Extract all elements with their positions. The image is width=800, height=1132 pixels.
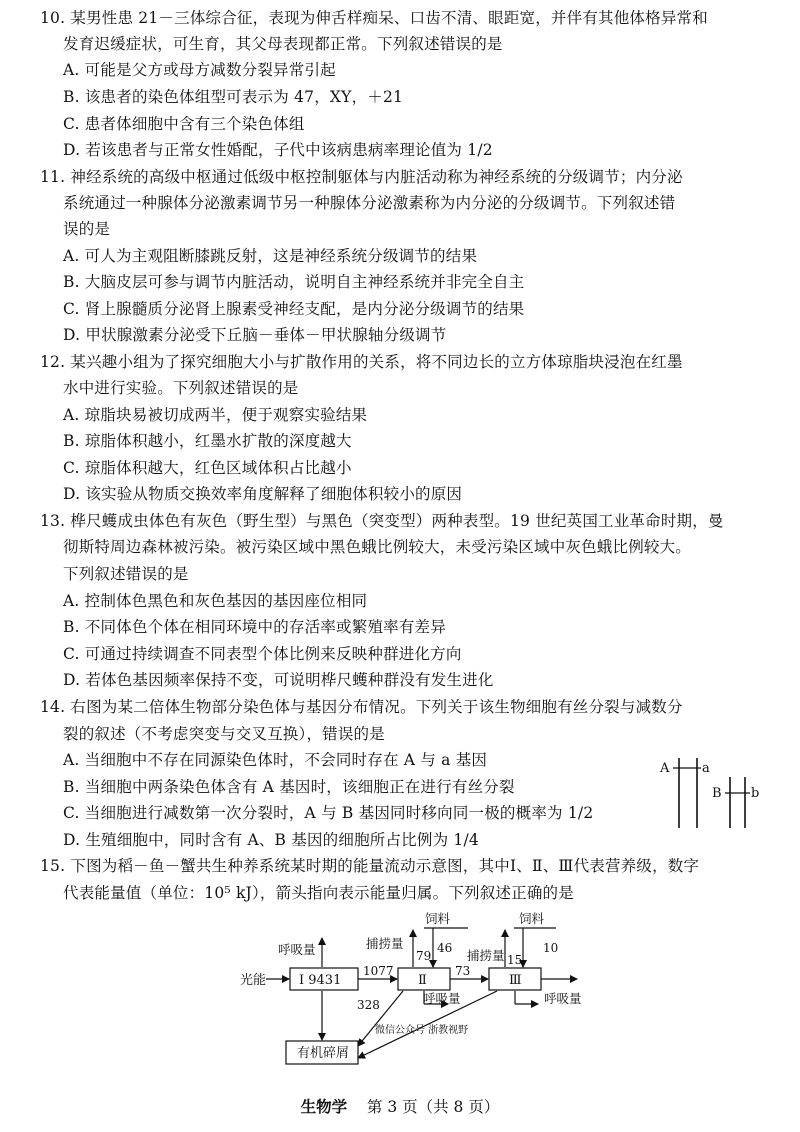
q10-stem-line-1: 10. 某男性患 21－三体综合征，表现为伸舌样痴呆、口齿不清、眼距宽，并伴有其他体格异常和 xyxy=(40,9,708,27)
q14-option-a: A. 当细胞中不存在同源染色体时，不会同时存在 A 与 a 基因 xyxy=(63,751,488,769)
value-46: 46 xyxy=(437,941,453,955)
footer-subject: 生物学 xyxy=(300,1098,348,1116)
q10-option-a: A. 可能是父方或母方减数分裂异常引起 xyxy=(63,61,336,79)
value-328: 328 xyxy=(357,998,380,1012)
q11-option-d: D. 甲状腺激素分泌受下丘脑－垂体－甲状腺轴分级调节 xyxy=(63,326,447,344)
value-79: 79 xyxy=(416,949,432,963)
q10-option-c: C. 患者体细胞中含有三个染色体组 xyxy=(63,115,305,133)
q10-stem-line-2: 发育迟缓症状，可生育，其父母表现都正常。下列叙述错误的是 xyxy=(63,35,503,53)
value-15: 15 xyxy=(507,953,523,967)
q11-option-b: B. 大脑皮层可参与调节内脏活动，说明自主神经系统并非完全自主 xyxy=(63,273,525,291)
q13-stem-line-2: 彻斯特周边森林被污染。被污染区域中黑色蛾比例较大，未受污染区域中灰色蛾比例较大。 xyxy=(63,538,692,556)
q12-stem-line-2: 水中进行实验。下列叙述错误的是 xyxy=(63,379,299,397)
gene-A-label: A xyxy=(660,761,670,776)
q11-stem-line-1: 11. 神经系统的高级中枢通过低级中枢控制躯体与内脏活动称为神经系统的分级调节；内分泌 xyxy=(40,168,683,186)
q12-option-b: B. 琼脂体积越小，红墨水扩散的深度越大 xyxy=(63,432,352,450)
level2-capture-label: 捕捞量 xyxy=(366,936,404,951)
gene-b-label: b xyxy=(751,786,760,801)
level2-label: Ⅱ xyxy=(418,973,427,988)
q14-option-b: B. 当细胞中两条染色体含有 A 基因时，该细胞正在进行有丝分裂 xyxy=(63,778,515,796)
level2-respiration-label: 呼吸量 xyxy=(423,991,461,1006)
level3-capture-label: 捕捞量 xyxy=(467,948,505,963)
q14-stem-line-2: 裂的叙述（不考虑突变与交叉互换），错误的是 xyxy=(63,725,385,743)
q11-stem-line-2: 系统通过一种腺体分泌激素调节另一种腺体分泌激素称为内分泌的分级调节。下列叙述错 xyxy=(63,194,676,212)
gene-B-label: B xyxy=(712,786,722,801)
q11-stem-line-3: 误的是 xyxy=(63,220,111,238)
q13-stem-line-1: 13. 桦尺蠖成虫体色有灰色（野生型）与黑色（突变型）两种表型。19 世纪英国工业革命时期，曼 xyxy=(40,512,724,530)
footer-page-number: 第 3 页（共 8 页） xyxy=(366,1098,500,1116)
gene-a-label: a xyxy=(702,761,710,776)
q11-option-c: C. 肾上腺髓质分泌肾上腺素受神经支配，是内分泌分级调节的结果 xyxy=(63,300,525,318)
light-label: 光能 xyxy=(240,973,267,988)
q11-option-a: A. 可人为主观阻断膝跳反射，这是神经系统分级调节的结果 xyxy=(63,247,478,265)
q12-option-d: D. 该实验从物质交换效率角度解释了细胞体积较小的原因 xyxy=(63,485,463,503)
q13-stem-line-3: 下列叙述错误的是 xyxy=(63,565,189,583)
q13-option-b: B. 不同体色个体在相同环境中的存活率或繁殖率有差异 xyxy=(63,618,446,636)
q10-option-d: D. 若该患者与正常女性婚配，子代中该病患病率理论值为 1/2 xyxy=(63,141,493,159)
q12-option-c: C. 琼脂体积越大，红色区域体积占比越小 xyxy=(63,459,352,477)
level3-feed-label: 饲料 xyxy=(519,911,545,926)
q15-stem-line-2: 代表能量值（单位：10⁵ kJ），箭头指向表示能量归属。下列叙述正确的是 xyxy=(63,884,574,902)
q12-option-a: A. 琼脂块易被切成两半，便于观察实验结果 xyxy=(63,406,368,424)
q10-option-b: B. 该患者的染色体组型可表示为 47，XY，＋21 xyxy=(63,88,404,106)
detritus-label: 有机碎屑 xyxy=(297,1046,350,1061)
q14-stem-line-1: 14. 右图为某二倍体生物部分染色体与基因分布情况。下列关于该生物细胞有丝分裂与减数分 xyxy=(40,698,683,716)
watermark: 微信公众号 浙教视野 xyxy=(375,1025,469,1036)
level3-label: Ⅲ xyxy=(509,973,522,988)
q14-option-d: D. 生殖细胞中，同时含有 A、B 基因的细胞所占比例为 1/4 xyxy=(63,831,479,849)
value-10: 10 xyxy=(543,941,559,955)
level3-respiration-label: 呼吸量 xyxy=(544,991,582,1006)
value-1077: 1077 xyxy=(363,964,394,978)
q15-stem-line-1: 15. 下图为稻－鱼－蟹共生种养系统某时期的能量流动示意图，其中Ⅰ、Ⅱ、Ⅲ代表营养级，数字 xyxy=(40,857,700,875)
level2-feed-label: 饲料 xyxy=(425,911,451,926)
level1-respiration-label: 呼吸量 xyxy=(278,942,316,957)
q13-option-c: C. 可通过持续调查不同表型个体比例来反映种群进化方向 xyxy=(63,645,462,663)
value-73: 73 xyxy=(455,964,471,978)
q12-stem-line-1: 12. 某兴趣小组为了探究细胞大小与扩散作用的关系，将不同边长的立方体琼脂块浸泡在红墨 xyxy=(40,353,683,371)
q13-option-a: A. 控制体色黑色和灰色基因的基因座位相同 xyxy=(63,592,368,610)
level1-label: Ⅰ 9431 xyxy=(299,973,342,988)
q14-option-c: C. 当细胞进行减数第一次分裂时，A 与 B 基因同时移向同一极的概率为 1/2 xyxy=(63,804,594,822)
q13-option-d: D. 若体色基因频率保持不变，可说明桦尺蠖种群没有发生进化 xyxy=(63,671,494,689)
page-footer xyxy=(0,1097,800,1117)
